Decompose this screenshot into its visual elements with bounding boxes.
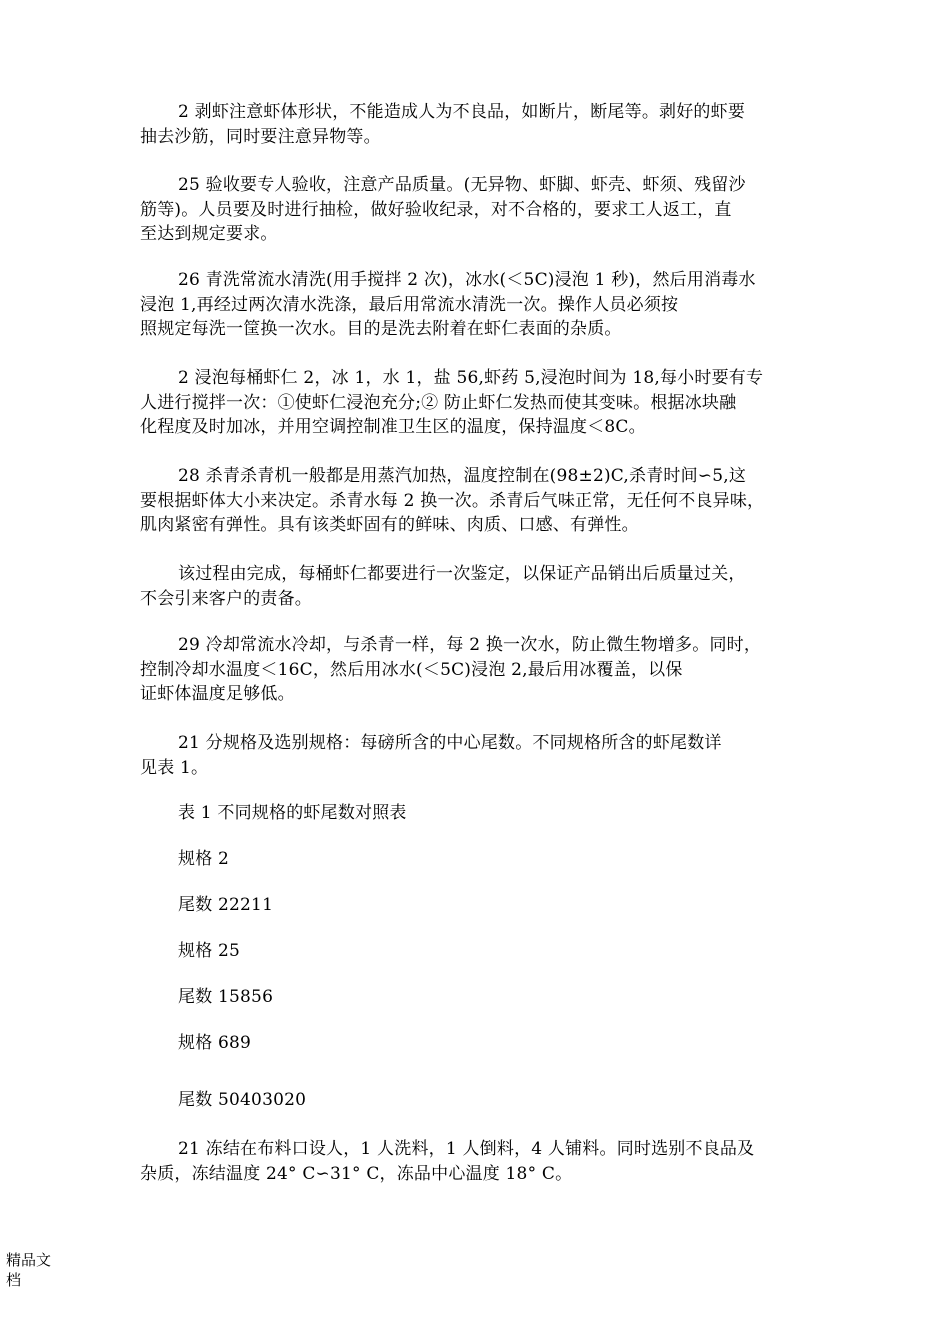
text-line: 规格 689 xyxy=(178,1033,252,1053)
text-line: 人进行搅拌一次：①使虾仁浸泡充分;② 防止虾仁发热而使其变味。根据冰块融 xyxy=(140,392,737,413)
text-line: 化程度及时加冰，并用空调控制准卫生区的温度，保持温度＜8C。 xyxy=(140,417,646,437)
text-line: 要根据虾体大小来决定。杀青水每 2 换一次。杀青后气味正常，无任何不良异味， xyxy=(140,490,765,511)
text-line: 抽去沙筋，同时要注意异物等。 xyxy=(140,126,381,147)
text-line: 25 验收要专人验收，注意产品质量。(无异物、虾脚、虾壳、虾须、残留沙 xyxy=(178,175,746,195)
text-line: 规格 2 xyxy=(178,849,230,869)
text-line: 28 杀青杀青机一般都是用蒸汽加热，温度控制在(98±2)C,杀青时间∽5,这 xyxy=(178,466,747,486)
table-entry-count xyxy=(140,893,830,918)
text-line: 该过程由完成，每桶虾仁都要进行一次鉴定，以保证产品销出后质量过关， xyxy=(178,564,746,584)
text-line: 筋等)。人员要及时进行抽检，做好验收纪录，对不合格的，要求工人返工，直 xyxy=(140,199,732,220)
paragraph-peeling xyxy=(140,100,830,149)
paragraph-grading xyxy=(140,731,830,780)
paragraph-quality-check xyxy=(140,562,830,611)
text-line: 浸泡 1,再经过两次清水洗涤，最后用常流水清洗一次。操作人员必须按 xyxy=(140,294,679,315)
text-line: 21 冻结在布料口设人，1 人洗料，1 人倒料，4 人铺料。同时选别不良品及 xyxy=(178,1139,755,1159)
footer-line: 档 xyxy=(6,1271,22,1289)
paragraph-washing xyxy=(140,268,830,342)
table-entry-spec xyxy=(140,847,830,872)
paragraph-blanching xyxy=(140,464,830,538)
text-line: 2 浸泡每桶虾仁 2，冰 1，水 1，盐 56,虾药 5,浸泡时间为 18,每小时要有专 xyxy=(178,368,764,388)
text-line: 21 分规格及选别规格：每磅所含的中心尾数。不同规格所含的虾尾数详 xyxy=(178,733,722,753)
paragraph-freezing xyxy=(140,1137,830,1186)
text-line: 表 1 不同规格的虾尾数对照表 xyxy=(178,803,407,823)
paragraph-cooling xyxy=(140,633,830,707)
text-line: 26 青洗常流水清洗(用手搅拌 2 次)，冰水(＜5C)浸泡 1 秒)，然后用消毒水 xyxy=(178,270,756,290)
text-line: 肌肉紧密有弹性。具有该类虾固有的鲜味、肉质、口感、有弹性。 xyxy=(140,515,639,535)
text-line: 2 剥虾注意虾体形状，不能造成人为不良品，如断片，断尾等。剥好的虾要 xyxy=(178,102,746,122)
paragraph-inspection xyxy=(140,173,830,247)
footer-watermark xyxy=(6,1250,66,1290)
table-entry-spec xyxy=(140,1031,830,1056)
table-entry-count xyxy=(140,985,830,1010)
text-line: 照规定每洗一筐换一次水。目的是洗去附着在虾仁表面的杂质。 xyxy=(140,319,622,339)
footer-line: 精品文 xyxy=(6,1251,52,1269)
text-line: 证虾体温度足够低。 xyxy=(140,684,295,704)
text-line: 至达到规定要求。 xyxy=(140,224,278,244)
text-line: 尾数 15856 xyxy=(178,987,274,1007)
text-line: 见表 1。 xyxy=(140,757,209,778)
text-line: 29 冷却常流水冷却，与杀青一样，每 2 换一次水，防止微生物增多。同时， xyxy=(178,635,762,655)
table-entry-spec xyxy=(140,939,830,964)
table-caption xyxy=(140,801,830,826)
text-line: 不会引来客户的责备。 xyxy=(140,588,312,609)
text-line: 尾数 22211 xyxy=(178,895,274,915)
text-line: 控制冷却水温度＜16C，然后用冰水(＜5C)浸泡 2,最后用冰覆盖，以保 xyxy=(140,659,683,680)
paragraph-soaking xyxy=(140,366,830,440)
text-line: 规格 25 xyxy=(178,941,241,961)
table-entry-count xyxy=(140,1088,830,1113)
text-line: 杂质，冻结温度 24° C∽31° C，冻品中心温度 18° C。 xyxy=(140,1163,573,1184)
text-line: 尾数 50403020 xyxy=(178,1090,307,1110)
